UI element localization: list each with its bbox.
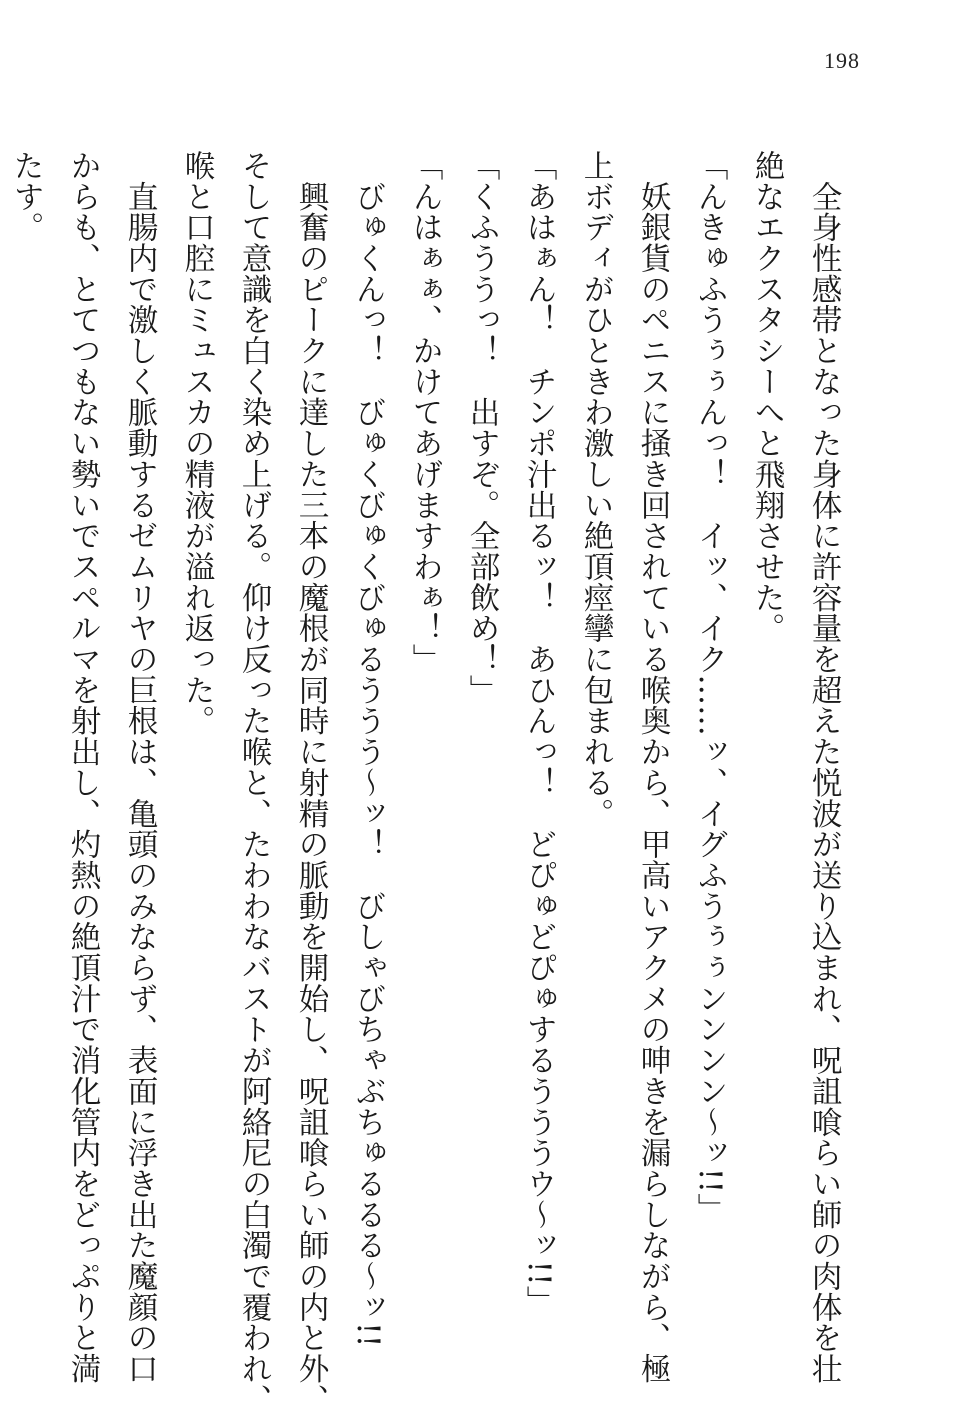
text-line: そして意識を白く染め上げる。仰け反った喉と、たわわなバストが阿絡尼の白濁で覆われ、: [236, 150, 271, 1415]
text-line: たす。: [8, 150, 43, 243]
text-line: からも、とてつもない勢いでスペルマを射出し、灼熱の絶頂汁で消化管内をどっぷりと満: [65, 150, 100, 1384]
text-line: 興奮のピークに達した三本の魔根が同時に射精の脈動を開始し、呪詛喰らい師の内と外、: [293, 150, 328, 1415]
text-line: 「んはぁぁ、かけてあげますわぁ！」: [407, 150, 442, 675]
page-number: 198: [824, 48, 860, 73]
text-line: 全身性感帯となった身体に許容量を超えた悦波が送り込まれ、呪詛喰らい師の肉体を壮: [806, 150, 841, 1384]
text-line: 直腸内で激しく脈動するゼムリヤの巨根は、亀頭のみならず、表面に浮き出た魔顔の口: [122, 150, 157, 1384]
text-line: 「んきゅふうぅぅんっ！ イッ、イク……ッ、イグふうぅぅンンンン〜ッ!!」: [692, 150, 727, 1224]
text-line: 絶なエクスタシーへと飛翔させた。: [749, 150, 784, 644]
text-line: 妖銀貨のペニスに掻き回されている喉奥から、甲高いアクメの呻きを漏らしながら、極: [635, 150, 670, 1384]
text-line: 「くふううっ！ 出すぞ。全部飲め！」: [464, 150, 499, 706]
text-line: 上ボディがひときわ激しい絶頂痙攣に包まれる。: [578, 150, 613, 829]
vertical-text-body: [8, 150, 852, 1415]
text-line: びゅくんっ！ びゅくびゅくびゅるううう〜ッ！ びしゃびちゃぶちゅるるる〜ッ!!: [350, 150, 385, 1348]
text-line: 喉と口腔にミュスカの精液が溢れ返った。: [179, 150, 214, 737]
text-line: 「あはぁん！ チンポ汁出るッ！ あひんっ！ どぴゅどぴゅするうううウ〜ッ!!」: [521, 150, 556, 1317]
